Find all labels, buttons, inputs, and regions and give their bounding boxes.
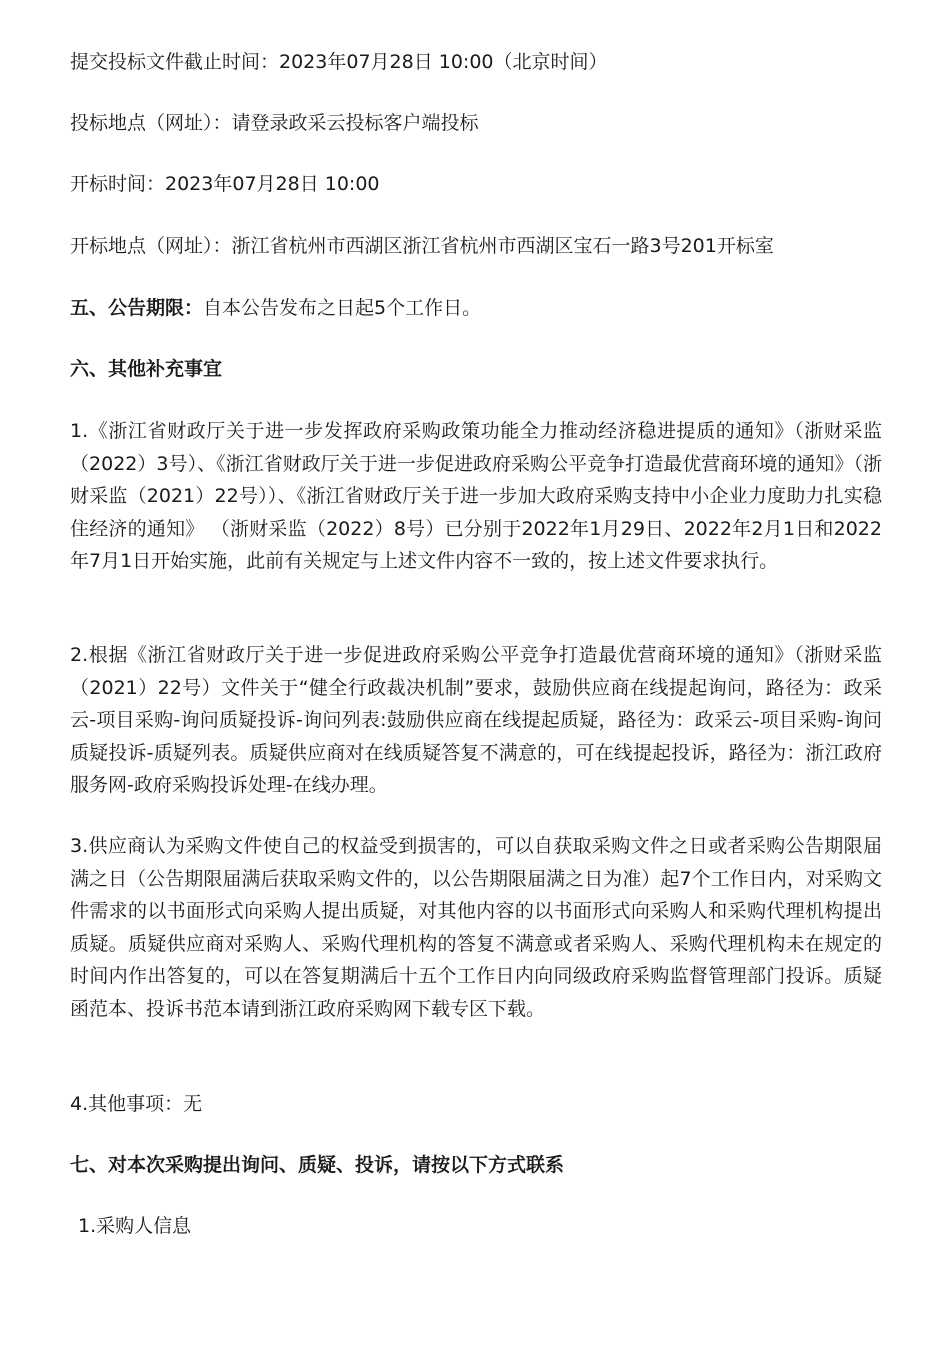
section-5-heading: 五、公告期限： [70,297,204,319]
bid-deadline: 提交投标文件截止时间：2023年07月28日 10:00（北京时间） [70,51,608,73]
section-6-item-4: 4.其他事项：无 [70,1093,203,1115]
section-6-item-1: 1.《浙江省财政厅关于进一步发挥政府采购政策功能全力推动经济稳进提质的通知》（浙财采监（2022）3号）、《浙江省财政厅关于进一步促进政府采购公平竞争打造最优营商环境的通知》（浙财采监（2021）22号））、《浙江省财政厅关于进一步加大政府采购支持中小企业力度助力扎实稳住经济的通知》 （浙财采监（2022）8号）已分别于2022年1月29日、2022年2月1日和2022年7月1日开始实施，此前有关规定与上述文件内容不一致的，按上述文件要求执行。 [70,420,882,572]
section-5-text: 自本公告发布之日起5个工作日。 [203,297,482,319]
section-6-heading: 六、其他补充事宜 [70,358,223,380]
section-6-item-3: 3.供应商认为采购文件使自己的权益受到损害的，可以自获取采购文件之日或者采购公告期限届满之日（公告期限届满后获取采购文件的，以公告期限届满之日为准）起7个工作日内，对采购文件需求的以书面形式向采购人提出质疑，对其他内容的以书面形式向采购人和采购代理机构提出质疑。质疑供应商对采购人、采购代理机构的答复不满意或者采购人、采购代理机构未在规定的时间内作出答复的，可以在答复期满后十五个工作日内向同级政府采购监督管理部门投诉。质疑函范本、投诉书范本请到浙江政府采购网下载专区下载。 [70,835,882,1020]
opening-location: 开标地点（网址）：浙江省杭州市西湖区浙江省杭州市西湖区宝石一路3号201开标室 [70,235,774,257]
section-5 [70,292,481,324]
section-7-heading: 七、对本次采购提出询问、质疑、投诉，请按以下方式联系 [70,1154,565,1176]
opening-time: 开标时间：2023年07月28日 10:00 [70,173,380,195]
section-6-item-2: 2.根据《浙江省财政厅关于进一步促进政府采购公平竞争打造最优营商环境的通知》（浙财采监（2021）22号）文件关于“健全行政裁决机制”要求，鼓励供应商在线提起询问，路径为：政采云-项目采购-询问质疑投诉-询问列表:鼓励供应商在线提起质疑，路径为：政采云-项目采购-询问质疑投诉-质疑列表。质疑供应商对在线质疑答复不满意的，可在线提起投诉，路径为：浙江政府服务网-政府采购投诉处理-在线办理。 [70,644,882,796]
bid-location: 投标地点（网址）：请登录政采云投标客户端投标 [70,112,479,134]
section-7-sub-1: 1.采购人信息 [78,1215,192,1237]
